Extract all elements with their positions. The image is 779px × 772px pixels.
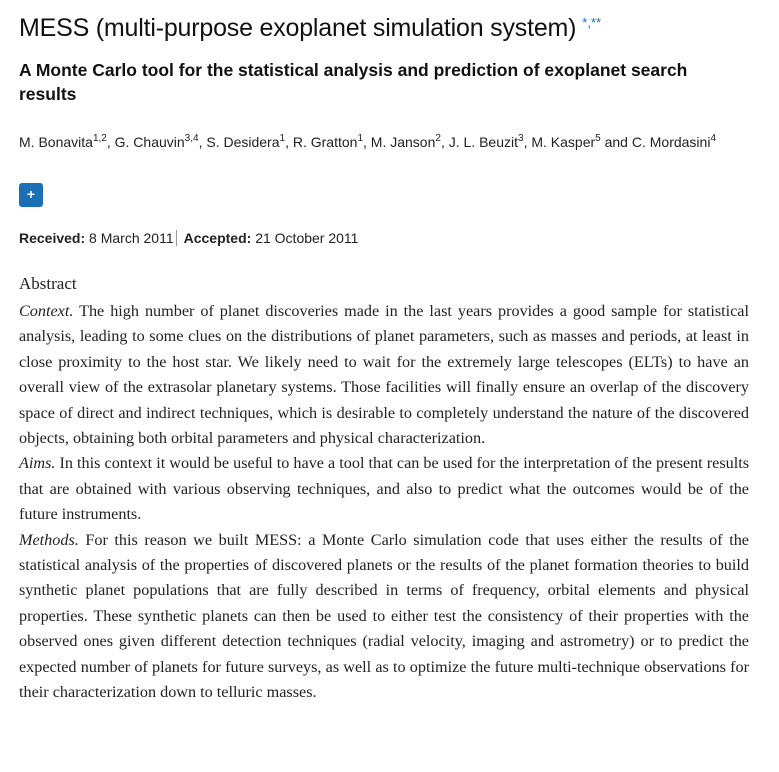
- article-dates: [19, 230, 358, 246]
- received-date: 8 March 2011: [89, 230, 174, 246]
- author-name[interactable]: M. Bonavita: [19, 134, 93, 150]
- author-affiliation[interactable]: 1: [279, 133, 286, 144]
- abstract-section-label: Context.: [19, 302, 74, 320]
- author-name[interactable]: S. Desidera: [206, 134, 280, 150]
- author-affiliation[interactable]: 2: [435, 133, 441, 144]
- accepted-date: 21 October 2011: [255, 230, 359, 246]
- article-title-text: MESS (multi-purpose exoplanet simulation system): [19, 14, 577, 42]
- author-affiliation[interactable]: 5: [595, 133, 601, 144]
- article-title: [19, 14, 601, 43]
- date-separator: [176, 230, 177, 246]
- abstract-section-label: Aims.: [19, 454, 56, 473]
- author-affiliation[interactable]: 3: [518, 133, 524, 144]
- author-joiner: and: [604, 134, 628, 150]
- title-footnote-marks[interactable]: *,**: [582, 14, 602, 30]
- expand-affiliations-button[interactable]: +: [19, 183, 43, 207]
- author-list: M. Bonavita$^{1,2}$, G. Chauvin$^{3,4}$, S. Desidera$^1$, R. Gratton$^1$, M. Janson$^2$, J. L. Beuzit$^3$, M. Kasper$^5$ and C. Mordasini$^4$: [19, 133, 717, 150]
- article-subtitle: A Monte Carlo tool for the statistical analysis and prediction of exoplanet search results: [19, 60, 688, 104]
- abstract-methods: [19, 528, 749, 706]
- abstract-aims: [19, 451, 749, 527]
- author-name[interactable]: C. Mordasini: [631, 134, 711, 150]
- author-affiliation[interactable]: 1,2: [92, 133, 107, 144]
- author-name[interactable]: R. Gratton: [292, 134, 358, 150]
- abstract-section-text: In this context it would be useful to have a tool that can be used for the interpretation of the present results that are obtained with various observing techniques, and also to predict what the outcomes would be of the future instruments.: [19, 454, 750, 524]
- abstract-section-text: The high number of planet discoveries made in the last years provides a good sample for statistical analysis, leading to some clues on the distributions of planet parameters, such as masses and periods, at least in close proximity to the host star. We likely need to wait for the extremely large telescopes (ELTs) to have an overall view of the extrasolar planetary systems. Those facilities will finally ensure an overlap of the discovery space of direct and indirect techniques, which is desirable to completely understand the nature of the discovered objects, obtaining both orbital parameters and physical characterization.: [19, 302, 749, 448]
- abstract-section-label: Methods.: [19, 530, 79, 549]
- accepted-label: Accepted:: [183, 230, 252, 246]
- author-name[interactable]: G. Chauvin: [114, 134, 185, 150]
- abstract-section-text: For this reason we built MESS: a Monte Carlo simulation code that uses either the results of the statistical analysis of the properties of discovered planets or the results of the planet formation theories to build synthetic planet populations that are fully described in terms of frequency, orbital elements and physical properties. These synthetic planets can then be used to either test the consistency of their properties with the observed ones given different detection techniques (radial velocity, imaging and astrometry) or to predict the expected number of planets for future surveys, as well as to optimize the future multi-technique observations for their characterization down to telluric masses.: [19, 530, 749, 702]
- author-affiliation[interactable]: 3,4: [184, 133, 199, 144]
- author-name[interactable]: M. Kasper: [531, 134, 596, 150]
- abstract-body: [19, 299, 749, 706]
- received-label: Received:: [19, 230, 86, 246]
- author-affiliation[interactable]: 4: [710, 133, 717, 144]
- author-name[interactable]: J. L. Beuzit: [448, 134, 518, 150]
- author-name[interactable]: M. Janson: [370, 134, 436, 150]
- author-affiliation[interactable]: 1: [357, 133, 364, 144]
- abstract-context: [19, 299, 749, 451]
- abstract-heading: Abstract: [19, 274, 77, 293]
